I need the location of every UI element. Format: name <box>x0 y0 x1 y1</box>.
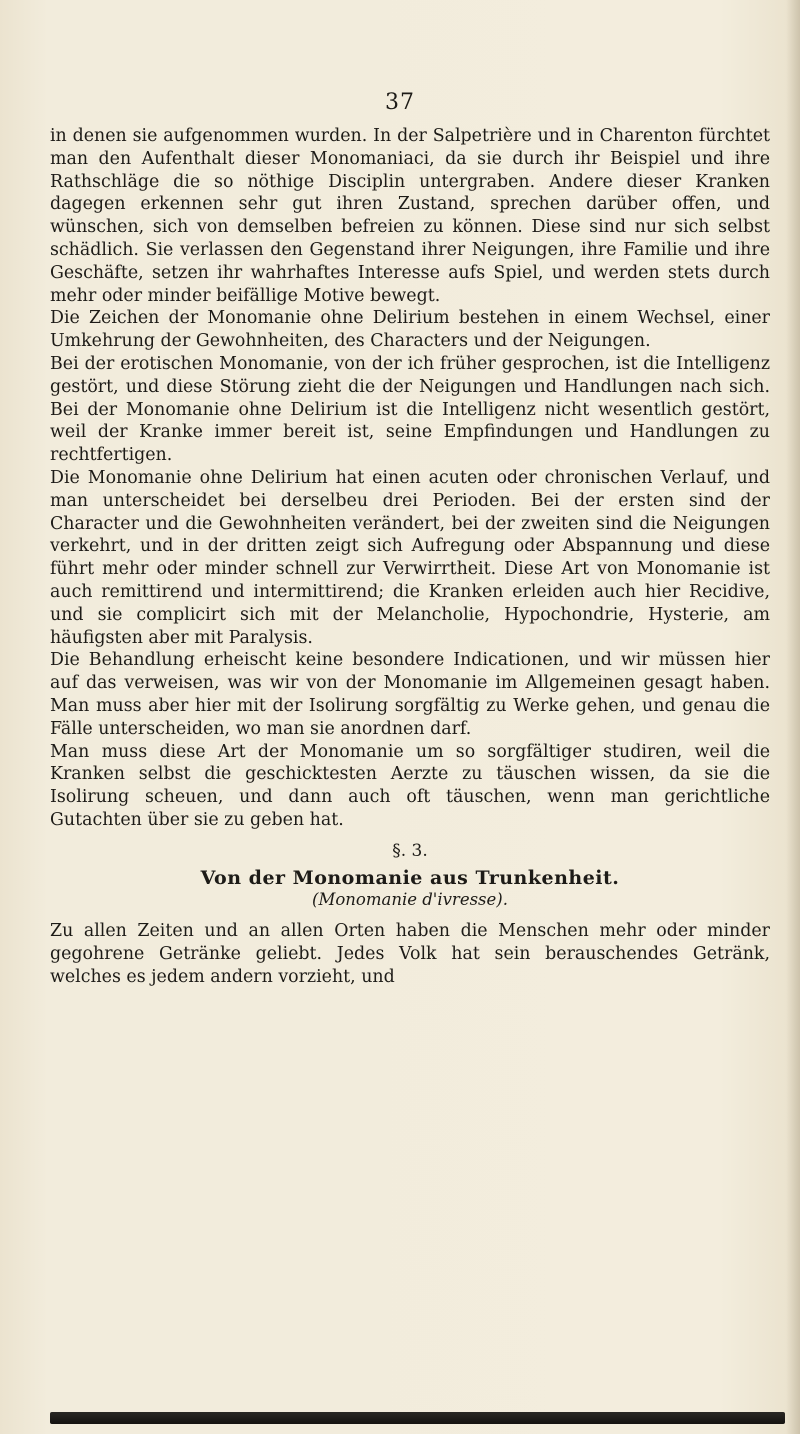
bottom-scan-bar <box>50 1412 785 1424</box>
paragraph-5: Die Behandlung erheischt keine besondere Indicationen, und wir müssen hier auf das verweisen, was wir von der Monomanie im Allgemeinen gesagt haben. Man muss aber hier mit der Isolirung sorgfältig zu Werke gehen, und genau die Fälle unterscheiden, wo man sie anordnen darf. <box>50 650 770 739</box>
paragraph-6: Man muss diese Art der Monomanie um so sorgfältiger studiren, weil die Kranken selbst die geschicktesten Aerzte zu täuschen wissen, da sie die Isolirung scheuen, und dann auch oft täuschen, wenn man gerichtliche Gutachten über sie zu geben hat. <box>50 741 770 830</box>
body-text <box>50 125 770 988</box>
paragraph-3: Bei der erotischen Monomanie, von der ich früher gesprochen, ist die Intelligenz gestört, und diese Störung zieht die der Neigungen und Handlungen nach sich. Bei der Monomanie ohne Delirium ist die Intelligenz nicht wesentlich gestört, weil der Kranke immer bereit ist, seine Empfindungen und Handlungen zu rechtfertigen. <box>50 353 770 466</box>
page-edge-shadow <box>786 0 800 1434</box>
section-title: Von der Monomanie aus Trunkenheit. <box>200 866 620 889</box>
closing-paragraph: Zu allen Zeiten und an allen Orten haben die Menschen mehr oder minder gegohrene Getränke geliebt. Jedes Volk hat sein berauschendes Getränk, welches es jedem andern vorzieht, und <box>50 921 770 987</box>
paragraph-1: in denen sie aufgenommen wurden. In der Salpetrière und in Charenton fürchtet man den Aufenthalt dieser Monomaniaci, da sie durch ihr Beispiel und ihre Rathschläge die so nöthige Disciplin untergraben. Andere dieser Kranken dagegen erkennen sehr gut ihren Zustand, sprechen darüber offen, und wünschen, sich von demselben befreien zu können. Diese sind nur sich selbst schädlich. Sie verlassen den Gegenstand ihrer Neigungen, ihre Familie und ihre Geschäfte, setzen ihr wahrhaftes Interesse aufs Spiel, und werden stets durch mehr oder minder beifällige Motive bewegt. <box>50 126 770 306</box>
section-subtitle: (Monomanie d'ivresse). <box>312 890 508 910</box>
page-number: 37 <box>385 90 415 115</box>
paragraph-2: Die Zeichen der Monomanie ohne Delirium bestehen in einem Wechsel, einer Umkehrung der Gewohnheiten, des Characters und der Neigungen. <box>50 308 770 352</box>
section-number: §. 3. <box>392 840 428 861</box>
paragraph-4: Die Monomanie ohne Delirium hat einen acuten oder chronischen Verlauf, und man unterscheidet bei derselbeu drei Perioden. Bei der ersten sind der Character und die Gewohnheiten verändert, bei der zweiten sind die Neigungen verkehrt, und in der dritten zeigt sich Aufregung oder Abspannung und diese führt mehr oder minder schnell zur Verwirrtheit. Diese Art von Monomanie ist auch remittirend und intermittirend; die Kranken erleiden auch hier Recidive, und sie complicirt sich mit der Melancholie, Hypochondrie, Hysterie, am häufigsten aber mit Paralysis. <box>50 467 770 648</box>
